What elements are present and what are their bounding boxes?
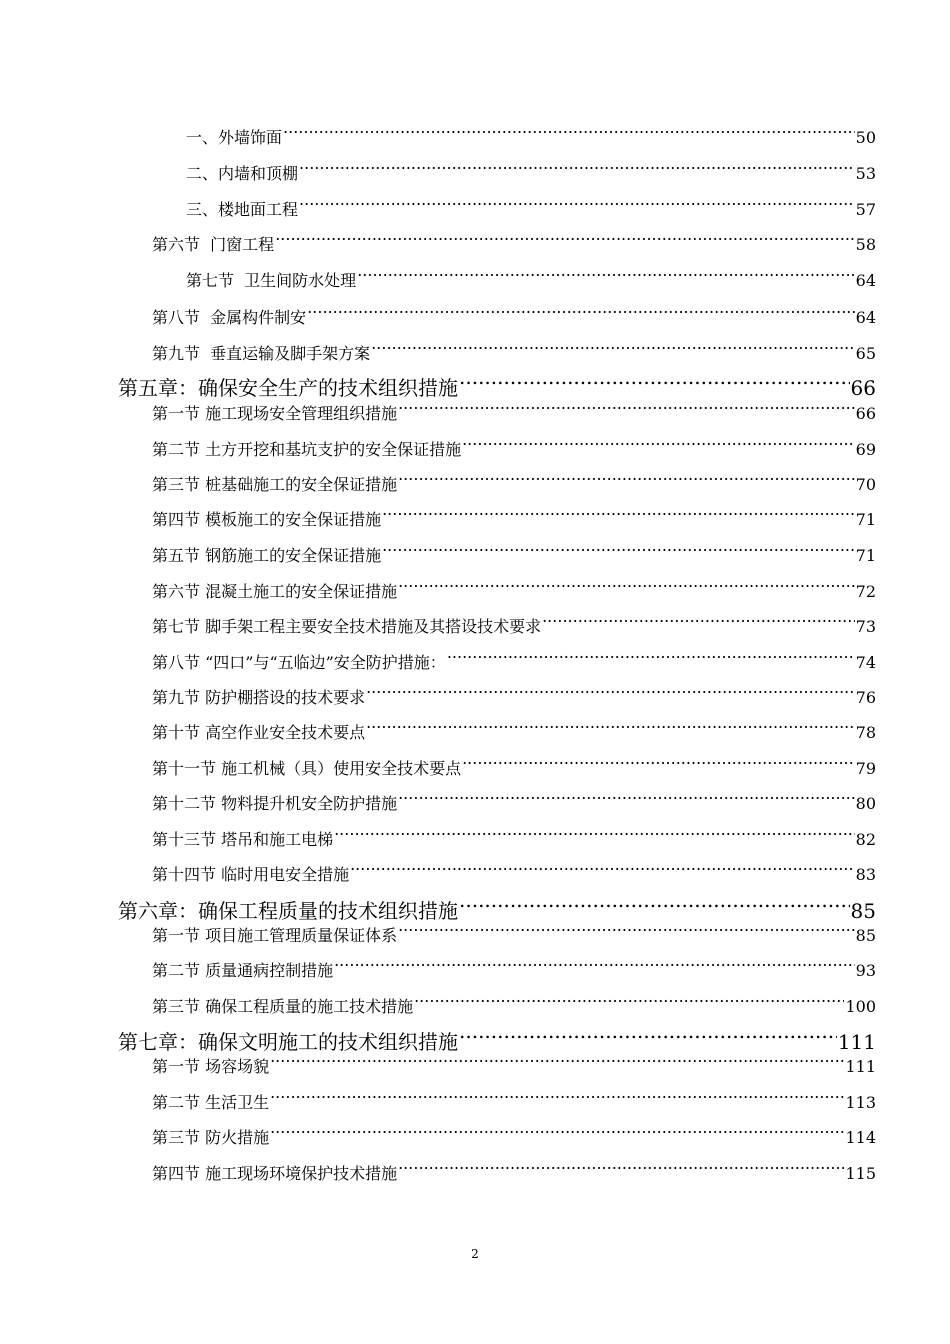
toc-entry-label: 第三节 防火措施 (152, 1128, 270, 1148)
toc-entry[interactable] (152, 340, 876, 364)
dot-leader (299, 160, 855, 179)
dot-leader (270, 1124, 844, 1143)
toc-entry-page: 114 (845, 1128, 876, 1148)
dot-leader (350, 861, 855, 880)
toc-entry-label: 第六节 混凝土施工的安全保证措施 (152, 582, 398, 602)
toc-entry-page: 76 (855, 688, 876, 708)
toc-entry-label: 第一节 项目施工管理质量保证体系 (152, 926, 398, 946)
toc-chapter-page: 111 (837, 1030, 876, 1054)
toc-entry-page: 53 (855, 164, 876, 184)
toc-chapter-entry[interactable] (118, 372, 876, 400)
toc-entry-label: 第六节 门窗工程 (152, 235, 275, 255)
toc-entry-label: 第二节 土方开挖和基坑支护的安全保证措施 (152, 440, 462, 460)
toc-entry-label: 第四节 施工现场环境保护技术措施 (152, 1164, 398, 1184)
toc-entry-page: 82 (855, 830, 876, 850)
toc-entry[interactable] (152, 684, 876, 708)
toc-entry[interactable] (152, 436, 876, 460)
dot-leader (357, 267, 854, 286)
dot-leader (447, 649, 855, 668)
dot-leader (382, 542, 855, 561)
dot-leader (398, 578, 855, 597)
toc-entry[interactable] (152, 957, 876, 981)
dot-leader (542, 613, 855, 632)
toc-chapter-entry[interactable] (118, 895, 876, 923)
toc-entry-page: 70 (855, 475, 876, 495)
dot-leader (366, 684, 855, 703)
toc-entry-page: 79 (855, 759, 876, 779)
toc-entry-label: 第七节 卫生间防水处理 (186, 271, 357, 291)
toc-entry[interactable] (152, 1124, 876, 1148)
toc-entry-page: 93 (855, 961, 876, 981)
toc-entry[interactable] (186, 160, 876, 184)
dot-leader (459, 372, 850, 395)
toc-entry[interactable] (152, 649, 876, 673)
toc-entry-page: 78 (855, 723, 876, 743)
dot-leader (334, 957, 855, 976)
dot-leader (398, 922, 855, 941)
toc-entry[interactable] (152, 790, 876, 814)
toc-entry[interactable] (152, 1089, 876, 1113)
toc-entry-page: 100 (845, 997, 876, 1017)
toc-entry[interactable] (152, 506, 876, 530)
toc-entry-page: 69 (855, 440, 876, 460)
dot-leader (414, 993, 844, 1012)
page-number: 2 (471, 1247, 479, 1261)
dot-leader (270, 1089, 844, 1108)
toc-entry-page: 71 (855, 546, 876, 566)
toc-entry-label: 第十一节 施工机械（具）使用安全技术要点 (152, 759, 462, 779)
toc-entry[interactable] (186, 196, 876, 220)
toc-entry-page: 85 (855, 926, 876, 946)
toc-entry-label: 第一节 场容场貌 (152, 1057, 270, 1077)
toc-entry[interactable] (152, 542, 876, 566)
dot-leader (398, 790, 855, 809)
dot-leader (366, 719, 855, 738)
toc-entry[interactable] (152, 861, 876, 885)
toc-entry-label: 第七节 脚手架工程主要安全技术措施及其搭设技术要求 (152, 617, 542, 637)
toc-entry-label: 第十三节 塔吊和施工电梯 (152, 830, 334, 850)
toc-entry-label: 二、内墙和顶棚 (186, 164, 299, 184)
toc-entry[interactable] (152, 1160, 876, 1184)
toc-entry-page: 113 (845, 1093, 876, 1113)
dot-leader (459, 1026, 837, 1049)
toc-entry-label: 第五节 钢筋施工的安全保证措施 (152, 546, 382, 566)
toc-entry-label: 第四节 模板施工的安全保证措施 (152, 510, 382, 530)
toc-entry-label: 第一节 施工现场安全管理组织措施 (152, 404, 398, 424)
toc-entry-label: 一、外墙饰面 (186, 128, 283, 148)
toc-entry-label: 第三节 桩基础施工的安全保证措施 (152, 475, 398, 495)
toc-entry[interactable] (152, 922, 876, 946)
toc-entry-page: 73 (855, 617, 876, 637)
toc-entry[interactable] (152, 993, 876, 1017)
toc-entry-page: 65 (855, 344, 876, 364)
toc-entry-page: 83 (855, 865, 876, 885)
toc-entry[interactable] (152, 826, 876, 850)
dot-leader (283, 124, 855, 143)
toc-entry-page: 72 (855, 582, 876, 602)
dot-leader (398, 1160, 844, 1179)
toc-entry-page: 80 (855, 794, 876, 814)
toc-chapter-label: 第七章：确保文明施工的技术组织措施 (118, 1030, 458, 1054)
toc-entry-page: 111 (845, 1057, 876, 1077)
dot-leader (334, 826, 855, 845)
toc-entry-page: 74 (855, 653, 876, 673)
dot-leader (462, 436, 855, 455)
toc-entry[interactable] (152, 231, 876, 255)
toc-chapter-label: 第五章：确保安全生产的技术组织措施 (118, 376, 458, 400)
toc-entry-label: 第八节 金属构件制安 (152, 308, 307, 328)
toc-entry[interactable] (152, 755, 876, 779)
toc-chapter-entry[interactable] (118, 1026, 876, 1054)
toc-chapter-label: 第六章：确保工程质量的技术组织措施 (118, 899, 458, 923)
toc-entry[interactable] (152, 578, 876, 602)
toc-entry-page: 71 (855, 510, 876, 530)
toc-entry-label: 第十节 高空作业安全技术要点 (152, 723, 366, 743)
toc-entry[interactable] (152, 719, 876, 743)
dot-leader (371, 340, 854, 359)
dot-leader (462, 755, 855, 774)
dot-leader (398, 400, 855, 419)
dot-leader (307, 304, 854, 323)
toc-entry-label: 第九节 垂直运输及脚手架方案 (152, 344, 371, 364)
toc-entry-page: 66 (855, 404, 876, 424)
toc-entry[interactable] (186, 124, 876, 148)
toc-entry-page: 57 (855, 200, 876, 220)
dot-leader (299, 196, 855, 215)
toc-entry-label: 第八节 “四口”与“五临边”安全防护措施： (152, 653, 446, 673)
toc-entry[interactable] (186, 267, 876, 291)
dot-leader (275, 231, 854, 250)
toc-entry-label: 三、楼地面工程 (186, 200, 299, 220)
dot-leader (398, 471, 855, 490)
toc-entry-page: 115 (845, 1164, 876, 1184)
toc-entry[interactable] (152, 471, 876, 495)
toc-chapter-page: 66 (850, 376, 876, 400)
toc-entry-label: 第三节 确保工程质量的施工技术措施 (152, 997, 414, 1017)
toc-entry-page: 58 (855, 235, 876, 255)
toc-entry[interactable] (152, 400, 876, 424)
toc-entry-page: 50 (855, 128, 876, 148)
dot-leader (459, 895, 850, 918)
toc-entry-page: 64 (855, 308, 876, 328)
toc-entry[interactable] (152, 613, 876, 637)
toc-entry-page: 64 (855, 271, 876, 291)
toc-entry-label: 第二节 生活卫生 (152, 1093, 270, 1113)
dot-leader (382, 506, 855, 525)
toc-entry-label: 第十四节 临时用电安全措施 (152, 865, 350, 885)
toc-entry[interactable] (152, 304, 876, 328)
toc-entry[interactable] (152, 1053, 876, 1077)
toc-chapter-page: 85 (850, 899, 876, 923)
toc-entry-label: 第九节 防护棚搭设的技术要求 (152, 688, 366, 708)
toc-entry-label: 第十二节 物料提升机安全防护措施 (152, 794, 398, 814)
dot-leader (270, 1053, 844, 1072)
toc-entry-label: 第二节 质量通病控制措施 (152, 961, 334, 981)
